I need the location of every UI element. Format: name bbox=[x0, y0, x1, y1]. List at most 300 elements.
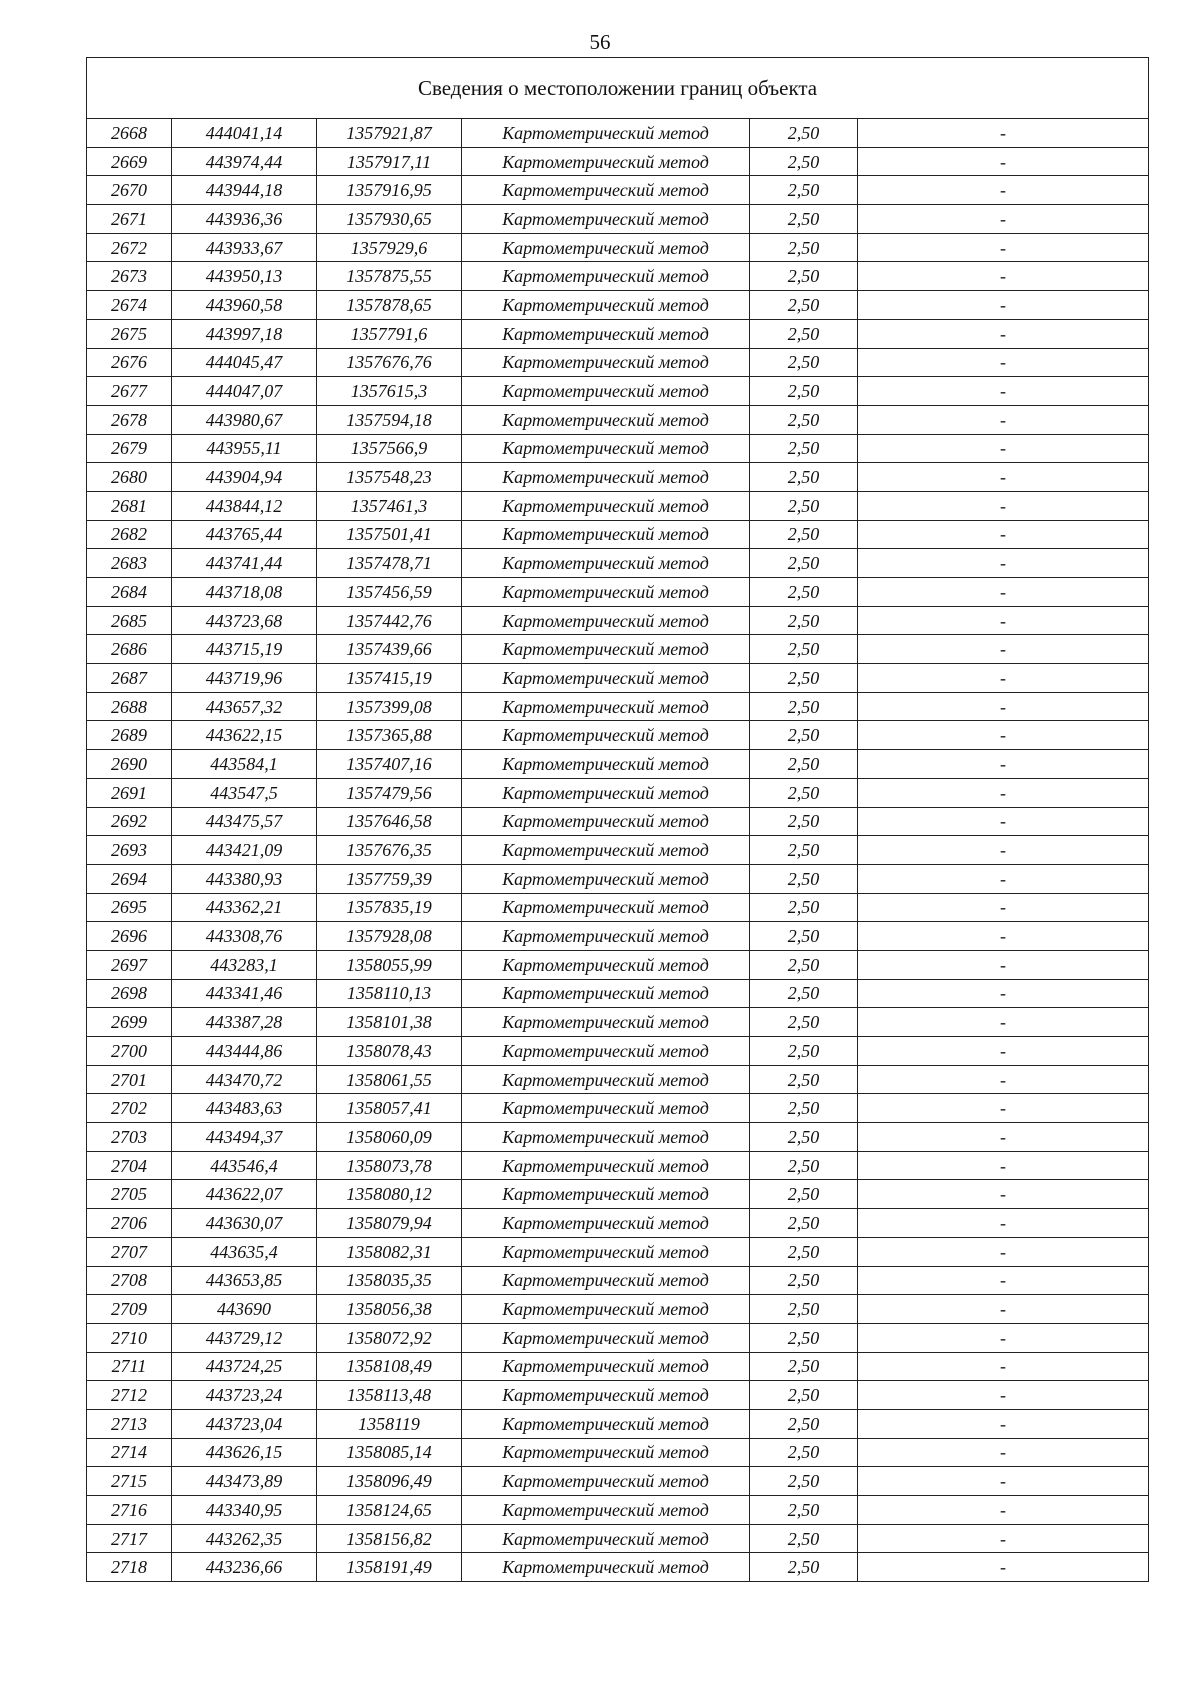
accuracy-cell: 2,50 bbox=[750, 319, 858, 348]
method-cell: Картометрический метод bbox=[462, 491, 750, 520]
table-row bbox=[87, 1037, 1149, 1066]
y-coordinate-cell: 1358156,82 bbox=[317, 1524, 462, 1553]
x-coordinate-cell: 443546,4 bbox=[172, 1151, 317, 1180]
table-row bbox=[87, 1496, 1149, 1525]
description-cell: - bbox=[858, 750, 1149, 779]
x-coordinate-cell: 443308,76 bbox=[172, 922, 317, 951]
point-number-cell: 2668 bbox=[87, 119, 172, 148]
description-cell: - bbox=[858, 664, 1149, 693]
description-cell: - bbox=[858, 979, 1149, 1008]
x-coordinate-cell: 443387,28 bbox=[172, 1008, 317, 1037]
x-coordinate-cell: 443494,37 bbox=[172, 1123, 317, 1152]
table-row bbox=[87, 721, 1149, 750]
description-cell: - bbox=[858, 1151, 1149, 1180]
point-number-cell: 2684 bbox=[87, 578, 172, 607]
description-cell: - bbox=[858, 692, 1149, 721]
y-coordinate-cell: 1357439,66 bbox=[317, 635, 462, 664]
y-coordinate-cell: 1358119 bbox=[317, 1409, 462, 1438]
point-number-cell: 2693 bbox=[87, 836, 172, 865]
y-coordinate-cell: 1358061,55 bbox=[317, 1065, 462, 1094]
accuracy-cell: 2,50 bbox=[750, 1008, 858, 1037]
y-coordinate-cell: 1357676,76 bbox=[317, 348, 462, 377]
accuracy-cell: 2,50 bbox=[750, 1496, 858, 1525]
y-coordinate-cell: 1357921,87 bbox=[317, 119, 462, 148]
y-coordinate-cell: 1357615,3 bbox=[317, 377, 462, 406]
table-row bbox=[87, 692, 1149, 721]
table-row bbox=[87, 1467, 1149, 1496]
method-cell: Картометрический метод bbox=[462, 147, 750, 176]
y-coordinate-cell: 1357835,19 bbox=[317, 893, 462, 922]
x-coordinate-cell: 443470,72 bbox=[172, 1065, 317, 1094]
description-cell: - bbox=[858, 1323, 1149, 1352]
method-cell: Картометрический метод bbox=[462, 1180, 750, 1209]
description-cell: - bbox=[858, 549, 1149, 578]
table-row bbox=[87, 1352, 1149, 1381]
accuracy-cell: 2,50 bbox=[750, 578, 858, 607]
table-row bbox=[87, 1180, 1149, 1209]
x-coordinate-cell: 443341,46 bbox=[172, 979, 317, 1008]
description-cell: - bbox=[858, 319, 1149, 348]
point-number-cell: 2692 bbox=[87, 807, 172, 836]
description-cell: - bbox=[858, 377, 1149, 406]
description-cell: - bbox=[858, 807, 1149, 836]
description-cell: - bbox=[858, 922, 1149, 951]
description-cell: - bbox=[858, 778, 1149, 807]
x-coordinate-cell: 443262,35 bbox=[172, 1524, 317, 1553]
method-cell: Картометрический метод bbox=[462, 348, 750, 377]
point-number-cell: 2675 bbox=[87, 319, 172, 348]
description-cell: - bbox=[858, 893, 1149, 922]
accuracy-cell: 2,50 bbox=[750, 377, 858, 406]
point-number-cell: 2703 bbox=[87, 1123, 172, 1152]
method-cell: Картометрический метод bbox=[462, 1295, 750, 1324]
method-cell: Картометрический метод bbox=[462, 1151, 750, 1180]
table-row bbox=[87, 262, 1149, 291]
accuracy-cell: 2,50 bbox=[750, 176, 858, 205]
accuracy-cell: 2,50 bbox=[750, 1266, 858, 1295]
point-number-cell: 2685 bbox=[87, 606, 172, 635]
accuracy-cell: 2,50 bbox=[750, 348, 858, 377]
method-cell: Картометрический метод bbox=[462, 1438, 750, 1467]
point-number-cell: 2671 bbox=[87, 205, 172, 234]
y-coordinate-cell: 1357646,58 bbox=[317, 807, 462, 836]
table-row bbox=[87, 176, 1149, 205]
method-cell: Картометрический метод bbox=[462, 1409, 750, 1438]
table-row bbox=[87, 922, 1149, 951]
method-cell: Картометрический метод bbox=[462, 176, 750, 205]
point-number-cell: 2711 bbox=[87, 1352, 172, 1381]
description-cell: - bbox=[858, 1409, 1149, 1438]
description-cell: - bbox=[858, 864, 1149, 893]
point-number-cell: 2713 bbox=[87, 1409, 172, 1438]
point-number-cell: 2698 bbox=[87, 979, 172, 1008]
accuracy-cell: 2,50 bbox=[750, 893, 858, 922]
table-row bbox=[87, 778, 1149, 807]
accuracy-cell: 2,50 bbox=[750, 1352, 858, 1381]
method-cell: Картометрический метод bbox=[462, 319, 750, 348]
table-row bbox=[87, 1151, 1149, 1180]
accuracy-cell: 2,50 bbox=[750, 1438, 858, 1467]
method-cell: Картометрический метод bbox=[462, 922, 750, 951]
method-cell: Картометрический метод bbox=[462, 463, 750, 492]
point-number-cell: 2718 bbox=[87, 1553, 172, 1582]
accuracy-cell: 2,50 bbox=[750, 491, 858, 520]
accuracy-cell: 2,50 bbox=[750, 1381, 858, 1410]
method-cell: Картометрический метод bbox=[462, 635, 750, 664]
x-coordinate-cell: 443955,11 bbox=[172, 434, 317, 463]
y-coordinate-cell: 1357456,59 bbox=[317, 578, 462, 607]
accuracy-cell: 2,50 bbox=[750, 950, 858, 979]
y-coordinate-cell: 1358113,48 bbox=[317, 1381, 462, 1410]
point-number-cell: 2678 bbox=[87, 405, 172, 434]
accuracy-cell: 2,50 bbox=[750, 147, 858, 176]
point-number-cell: 2680 bbox=[87, 463, 172, 492]
description-cell: - bbox=[858, 1553, 1149, 1582]
y-coordinate-cell: 1358082,31 bbox=[317, 1237, 462, 1266]
table-row bbox=[87, 606, 1149, 635]
table-row bbox=[87, 491, 1149, 520]
method-cell: Картометрический метод bbox=[462, 1065, 750, 1094]
point-number-cell: 2717 bbox=[87, 1524, 172, 1553]
table-row bbox=[87, 1438, 1149, 1467]
description-cell: - bbox=[858, 1180, 1149, 1209]
description-cell: - bbox=[858, 1524, 1149, 1553]
table-row bbox=[87, 520, 1149, 549]
method-cell: Картометрический метод bbox=[462, 979, 750, 1008]
y-coordinate-cell: 1357929,6 bbox=[317, 233, 462, 262]
method-cell: Картометрический метод bbox=[462, 864, 750, 893]
point-number-cell: 2694 bbox=[87, 864, 172, 893]
point-number-cell: 2716 bbox=[87, 1496, 172, 1525]
description-cell: - bbox=[858, 1467, 1149, 1496]
y-coordinate-cell: 1357442,76 bbox=[317, 606, 462, 635]
y-coordinate-cell: 1357916,95 bbox=[317, 176, 462, 205]
accuracy-cell: 2,50 bbox=[750, 1467, 858, 1496]
table-row bbox=[87, 807, 1149, 836]
y-coordinate-cell: 1357676,35 bbox=[317, 836, 462, 865]
y-coordinate-cell: 1358080,12 bbox=[317, 1180, 462, 1209]
table-row bbox=[87, 348, 1149, 377]
description-cell: - bbox=[858, 721, 1149, 750]
method-cell: Картометрический метод bbox=[462, 434, 750, 463]
point-number-cell: 2712 bbox=[87, 1381, 172, 1410]
x-coordinate-cell: 444045,47 bbox=[172, 348, 317, 377]
table-row bbox=[87, 750, 1149, 779]
accuracy-cell: 2,50 bbox=[750, 1323, 858, 1352]
point-number-cell: 2682 bbox=[87, 520, 172, 549]
description-cell: - bbox=[858, 176, 1149, 205]
x-coordinate-cell: 443630,07 bbox=[172, 1209, 317, 1238]
y-coordinate-cell: 1358078,43 bbox=[317, 1037, 462, 1066]
y-coordinate-cell: 1358060,09 bbox=[317, 1123, 462, 1152]
description-cell: - bbox=[858, 1209, 1149, 1238]
description-cell: - bbox=[858, 1438, 1149, 1467]
x-coordinate-cell: 443936,36 bbox=[172, 205, 317, 234]
y-coordinate-cell: 1357930,65 bbox=[317, 205, 462, 234]
point-number-cell: 2690 bbox=[87, 750, 172, 779]
x-coordinate-cell: 443236,66 bbox=[172, 1553, 317, 1582]
point-number-cell: 2710 bbox=[87, 1323, 172, 1352]
y-coordinate-cell: 1357875,55 bbox=[317, 262, 462, 291]
x-coordinate-cell: 443475,57 bbox=[172, 807, 317, 836]
table-row bbox=[87, 1295, 1149, 1324]
method-cell: Картометрический метод bbox=[462, 1094, 750, 1123]
point-number-cell: 2695 bbox=[87, 893, 172, 922]
accuracy-cell: 2,50 bbox=[750, 1094, 858, 1123]
accuracy-cell: 2,50 bbox=[750, 1295, 858, 1324]
accuracy-cell: 2,50 bbox=[750, 1180, 858, 1209]
x-coordinate-cell: 443960,58 bbox=[172, 291, 317, 320]
method-cell: Картометрический метод bbox=[462, 119, 750, 148]
y-coordinate-cell: 1357415,19 bbox=[317, 664, 462, 693]
method-cell: Картометрический метод bbox=[462, 692, 750, 721]
accuracy-cell: 2,50 bbox=[750, 405, 858, 434]
x-coordinate-cell: 443421,09 bbox=[172, 836, 317, 865]
table-row bbox=[87, 549, 1149, 578]
description-cell: - bbox=[858, 205, 1149, 234]
point-number-cell: 2670 bbox=[87, 176, 172, 205]
y-coordinate-cell: 1358096,49 bbox=[317, 1467, 462, 1496]
y-coordinate-cell: 1357594,18 bbox=[317, 405, 462, 434]
table-row bbox=[87, 119, 1149, 148]
y-coordinate-cell: 1358072,92 bbox=[317, 1323, 462, 1352]
y-coordinate-cell: 1357566,9 bbox=[317, 434, 462, 463]
accuracy-cell: 2,50 bbox=[750, 750, 858, 779]
description-cell: - bbox=[858, 1037, 1149, 1066]
x-coordinate-cell: 443933,67 bbox=[172, 233, 317, 262]
y-coordinate-cell: 1358191,49 bbox=[317, 1553, 462, 1582]
point-number-cell: 2715 bbox=[87, 1467, 172, 1496]
y-coordinate-cell: 1357917,11 bbox=[317, 147, 462, 176]
description-cell: - bbox=[858, 1295, 1149, 1324]
table-row bbox=[87, 1094, 1149, 1123]
description-cell: - bbox=[858, 836, 1149, 865]
method-cell: Картометрический метод bbox=[462, 262, 750, 291]
method-cell: Картометрический метод bbox=[462, 807, 750, 836]
point-number-cell: 2709 bbox=[87, 1295, 172, 1324]
method-cell: Картометрический метод bbox=[462, 606, 750, 635]
point-number-cell: 2689 bbox=[87, 721, 172, 750]
accuracy-cell: 2,50 bbox=[750, 1524, 858, 1553]
table-row bbox=[87, 1409, 1149, 1438]
x-coordinate-cell: 443974,44 bbox=[172, 147, 317, 176]
description-cell: - bbox=[858, 491, 1149, 520]
method-cell: Картометрический метод bbox=[462, 778, 750, 807]
x-coordinate-cell: 443362,21 bbox=[172, 893, 317, 922]
x-coordinate-cell: 443723,04 bbox=[172, 1409, 317, 1438]
y-coordinate-cell: 1357548,23 bbox=[317, 463, 462, 492]
accuracy-cell: 2,50 bbox=[750, 549, 858, 578]
x-coordinate-cell: 444041,14 bbox=[172, 119, 317, 148]
method-cell: Картометрический метод bbox=[462, 1266, 750, 1295]
accuracy-cell: 2,50 bbox=[750, 864, 858, 893]
description-cell: - bbox=[858, 147, 1149, 176]
method-cell: Картометрический метод bbox=[462, 1524, 750, 1553]
x-coordinate-cell: 443626,15 bbox=[172, 1438, 317, 1467]
page-number: 56 bbox=[589, 30, 611, 54]
y-coordinate-cell: 1358056,38 bbox=[317, 1295, 462, 1324]
accuracy-cell: 2,50 bbox=[750, 1151, 858, 1180]
point-number-cell: 2673 bbox=[87, 262, 172, 291]
y-coordinate-cell: 1358055,99 bbox=[317, 950, 462, 979]
y-coordinate-cell: 1358101,38 bbox=[317, 1008, 462, 1037]
x-coordinate-cell: 443483,63 bbox=[172, 1094, 317, 1123]
y-coordinate-cell: 1357501,41 bbox=[317, 520, 462, 549]
table-row bbox=[87, 1553, 1149, 1582]
method-cell: Картометрический метод bbox=[462, 1123, 750, 1152]
point-number-cell: 2669 bbox=[87, 147, 172, 176]
point-number-cell: 2677 bbox=[87, 377, 172, 406]
description-cell: - bbox=[858, 578, 1149, 607]
x-coordinate-cell: 443723,24 bbox=[172, 1381, 317, 1410]
y-coordinate-cell: 1357478,71 bbox=[317, 549, 462, 578]
description-cell: - bbox=[858, 1496, 1149, 1525]
table-row bbox=[87, 377, 1149, 406]
point-number-cell: 2672 bbox=[87, 233, 172, 262]
table-row bbox=[87, 1065, 1149, 1094]
accuracy-cell: 2,50 bbox=[750, 692, 858, 721]
accuracy-cell: 2,50 bbox=[750, 635, 858, 664]
accuracy-cell: 2,50 bbox=[750, 119, 858, 148]
method-cell: Картометрический метод bbox=[462, 721, 750, 750]
method-cell: Картометрический метод bbox=[462, 950, 750, 979]
method-cell: Картометрический метод bbox=[462, 1467, 750, 1496]
y-coordinate-cell: 1358108,49 bbox=[317, 1352, 462, 1381]
table-row bbox=[87, 864, 1149, 893]
table-row bbox=[87, 1237, 1149, 1266]
table-row bbox=[87, 1266, 1149, 1295]
point-number-cell: 2701 bbox=[87, 1065, 172, 1094]
description-cell: - bbox=[858, 1008, 1149, 1037]
method-cell: Картометрический метод bbox=[462, 520, 750, 549]
accuracy-cell: 2,50 bbox=[750, 233, 858, 262]
point-number-cell: 2707 bbox=[87, 1237, 172, 1266]
table-row bbox=[87, 1123, 1149, 1152]
description-cell: - bbox=[858, 1352, 1149, 1381]
table-row bbox=[87, 893, 1149, 922]
table-row bbox=[87, 664, 1149, 693]
description-cell: - bbox=[858, 1237, 1149, 1266]
boundary-table bbox=[86, 57, 1149, 1582]
accuracy-cell: 2,50 bbox=[750, 836, 858, 865]
description-cell: - bbox=[858, 635, 1149, 664]
y-coordinate-cell: 1358124,65 bbox=[317, 1496, 462, 1525]
accuracy-cell: 2,50 bbox=[750, 1553, 858, 1582]
x-coordinate-cell: 443547,5 bbox=[172, 778, 317, 807]
method-cell: Картометрический метод bbox=[462, 1209, 750, 1238]
table-row bbox=[87, 319, 1149, 348]
table-row bbox=[87, 463, 1149, 492]
accuracy-cell: 2,50 bbox=[750, 721, 858, 750]
x-coordinate-cell: 443718,08 bbox=[172, 578, 317, 607]
x-coordinate-cell: 443622,07 bbox=[172, 1180, 317, 1209]
accuracy-cell: 2,50 bbox=[750, 807, 858, 836]
method-cell: Картометрический метод bbox=[462, 1496, 750, 1525]
table-row bbox=[87, 979, 1149, 1008]
y-coordinate-cell: 1358035,35 bbox=[317, 1266, 462, 1295]
point-number-cell: 2681 bbox=[87, 491, 172, 520]
y-coordinate-cell: 1357365,88 bbox=[317, 721, 462, 750]
x-coordinate-cell: 443622,15 bbox=[172, 721, 317, 750]
x-coordinate-cell: 443844,12 bbox=[172, 491, 317, 520]
description-cell: - bbox=[858, 262, 1149, 291]
x-coordinate-cell: 443340,95 bbox=[172, 1496, 317, 1525]
method-cell: Картометрический метод bbox=[462, 1381, 750, 1410]
accuracy-cell: 2,50 bbox=[750, 1123, 858, 1152]
table-row bbox=[87, 1008, 1149, 1037]
description-cell: - bbox=[858, 1123, 1149, 1152]
x-coordinate-cell: 443997,18 bbox=[172, 319, 317, 348]
method-cell: Картометрический метод bbox=[462, 205, 750, 234]
y-coordinate-cell: 1357461,3 bbox=[317, 491, 462, 520]
x-coordinate-cell: 443950,13 bbox=[172, 262, 317, 291]
point-number-cell: 2691 bbox=[87, 778, 172, 807]
table-title: Сведения о местоположении границ объекта bbox=[87, 58, 1149, 119]
description-cell: - bbox=[858, 119, 1149, 148]
accuracy-cell: 2,50 bbox=[750, 922, 858, 951]
table-row bbox=[87, 291, 1149, 320]
table-row bbox=[87, 836, 1149, 865]
method-cell: Картометрический метод bbox=[462, 750, 750, 779]
x-coordinate-cell: 443657,32 bbox=[172, 692, 317, 721]
accuracy-cell: 2,50 bbox=[750, 434, 858, 463]
point-number-cell: 2697 bbox=[87, 950, 172, 979]
x-coordinate-cell: 443715,19 bbox=[172, 635, 317, 664]
x-coordinate-cell: 443904,94 bbox=[172, 463, 317, 492]
accuracy-cell: 2,50 bbox=[750, 1409, 858, 1438]
x-coordinate-cell: 443473,89 bbox=[172, 1467, 317, 1496]
x-coordinate-cell: 444047,07 bbox=[172, 377, 317, 406]
x-coordinate-cell: 443724,25 bbox=[172, 1352, 317, 1381]
accuracy-cell: 2,50 bbox=[750, 606, 858, 635]
table-row bbox=[87, 434, 1149, 463]
method-cell: Картометрический метод bbox=[462, 1237, 750, 1266]
y-coordinate-cell: 1357479,56 bbox=[317, 778, 462, 807]
description-cell: - bbox=[858, 233, 1149, 262]
y-coordinate-cell: 1358085,14 bbox=[317, 1438, 462, 1467]
point-number-cell: 2686 bbox=[87, 635, 172, 664]
accuracy-cell: 2,50 bbox=[750, 205, 858, 234]
y-coordinate-cell: 1357407,16 bbox=[317, 750, 462, 779]
table-row bbox=[87, 1381, 1149, 1410]
method-cell: Картометрический метод bbox=[462, 1008, 750, 1037]
description-cell: - bbox=[858, 405, 1149, 434]
x-coordinate-cell: 443719,96 bbox=[172, 664, 317, 693]
y-coordinate-cell: 1357791,6 bbox=[317, 319, 462, 348]
method-cell: Картометрический метод bbox=[462, 291, 750, 320]
y-coordinate-cell: 1358079,94 bbox=[317, 1209, 462, 1238]
point-number-cell: 2679 bbox=[87, 434, 172, 463]
x-coordinate-cell: 443283,1 bbox=[172, 950, 317, 979]
y-coordinate-cell: 1357399,08 bbox=[317, 692, 462, 721]
x-coordinate-cell: 443380,93 bbox=[172, 864, 317, 893]
description-cell: - bbox=[858, 1065, 1149, 1094]
table-row bbox=[87, 1323, 1149, 1352]
point-number-cell: 2696 bbox=[87, 922, 172, 951]
accuracy-cell: 2,50 bbox=[750, 664, 858, 693]
method-cell: Картометрический метод bbox=[462, 578, 750, 607]
point-number-cell: 2683 bbox=[87, 549, 172, 578]
x-coordinate-cell: 443765,44 bbox=[172, 520, 317, 549]
x-coordinate-cell: 443944,18 bbox=[172, 176, 317, 205]
point-number-cell: 2676 bbox=[87, 348, 172, 377]
y-coordinate-cell: 1357878,65 bbox=[317, 291, 462, 320]
method-cell: Картометрический метод bbox=[462, 664, 750, 693]
point-number-cell: 2687 bbox=[87, 664, 172, 693]
x-coordinate-cell: 443729,12 bbox=[172, 1323, 317, 1352]
accuracy-cell: 2,50 bbox=[750, 1237, 858, 1266]
y-coordinate-cell: 1357928,08 bbox=[317, 922, 462, 951]
